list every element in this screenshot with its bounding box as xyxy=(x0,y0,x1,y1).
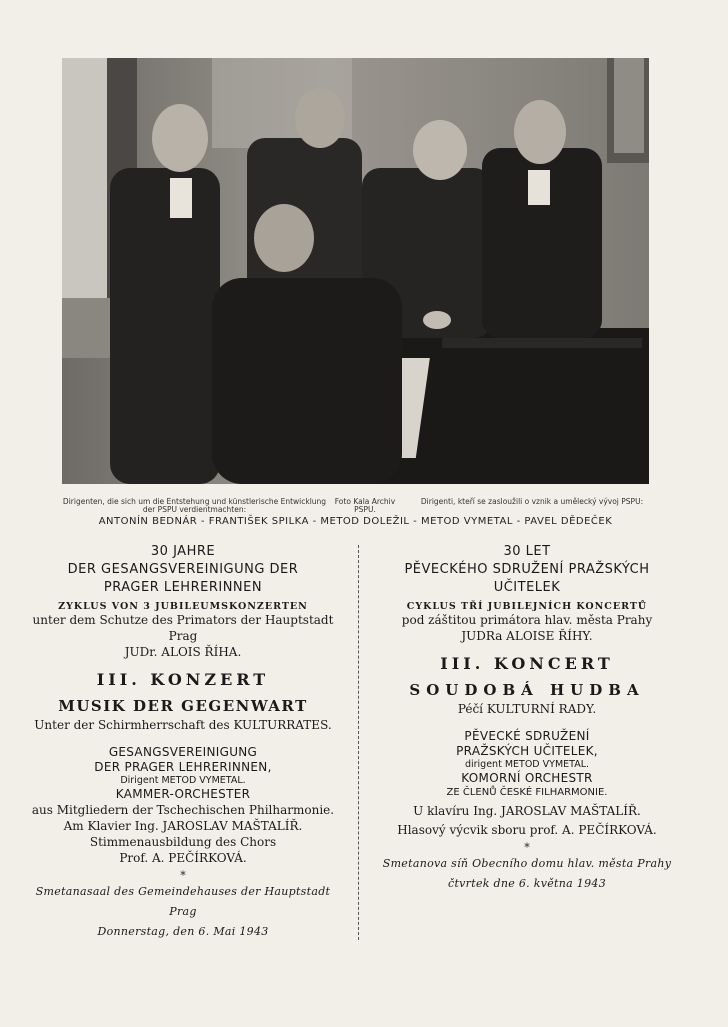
czech-concert-number: III. KONCERT xyxy=(440,654,614,673)
german-cycle: ZYKLUS VON 3 JUBILEUMSKONZERTEN xyxy=(58,601,308,612)
czech-society-line2: UČITELEK xyxy=(493,580,561,595)
german-venue: Smetanasaal des Gemeindehauses der Hauptstadt Prag xyxy=(35,885,331,918)
german-orchestra: KAMMER-ORCHESTER xyxy=(115,787,251,801)
german-auspices: Unter der Schirmherrschaft des KULTURRATES. xyxy=(34,718,332,732)
column-divider xyxy=(358,545,359,940)
czech-choir-line1: PĚVECKÉ SDRUŽENÍ xyxy=(464,729,590,743)
czech-cycle: CYKLUS TŘÍ JUBILEJNÍCH KONCERTŮ xyxy=(406,601,648,612)
german-anniversary: 30 JAHRE xyxy=(150,544,216,559)
czech-orchestra: KOMORNÍ ORCHESTR xyxy=(461,771,593,785)
czech-patron-line1: pod záštitou primátora hlav. města Prahy xyxy=(401,613,653,627)
czech-column xyxy=(372,543,682,894)
czech-orchestra-note: ZE ČLENŮ ČESKÉ FILHARMONIE. xyxy=(446,787,608,798)
german-society-line2: PRAGER LEHRERINNEN xyxy=(103,580,263,595)
czech-conductor: dirigent METOD VYMETAL. xyxy=(464,759,590,770)
czech-venue: Smetanova síň Obecního domu hlav. města Prahy xyxy=(382,857,672,870)
czech-anniversary: 30 LET xyxy=(503,544,551,559)
czech-asterisk: * xyxy=(524,841,530,854)
czech-piano: U klavíru Ing. JAROSLAV MAŠTALÍŘ. xyxy=(413,804,641,818)
photo-illustration xyxy=(62,58,649,484)
czech-choir-line2: PRAŽSKÝCH UČITELEK, xyxy=(456,744,598,758)
czech-auspices: Péčí KULTURNÍ RADY. xyxy=(457,702,597,716)
german-patron-line2: JUDr. ALOIS ŘÍHA. xyxy=(124,645,242,659)
conductors-photo xyxy=(62,58,649,484)
caption-photo-credit: Foto Kala Archiv PSPU. xyxy=(334,497,396,514)
caption-german: Dirigenten, die sich um die Entstehung und künstlerische Entwicklung der PSPU verdientmachten: xyxy=(62,497,327,514)
german-column xyxy=(28,543,338,942)
german-society-line1: DER GESANGSVEREINIGUNG DER xyxy=(67,562,299,577)
german-date: Donnerstag, den 6. Mai 1943 xyxy=(97,925,269,938)
german-piano: Am Klavier Ing. JAROSLAV MAŠTALÍŘ. xyxy=(63,819,303,833)
german-concert-title: MUSIK DER GEGENWART xyxy=(58,697,308,715)
czech-patron-line2: JUDRa ALOISE ŘÍHY. xyxy=(461,629,593,643)
czech-voice: Hlasový výcvik sboru prof. A. PEČÍRKOVÁ. xyxy=(397,823,657,837)
czech-concert-title: SOUDOBÁ HUDBA xyxy=(409,681,645,699)
conductor-names: ANTONÍN BEDNÁR - FRANTIŠEK SPILKA - METOD DOLEŽIL - METOD VYMETAL - PAVEL DĚDEČEK xyxy=(98,516,613,527)
czech-date: čtvrtek dne 6. května 1943 xyxy=(447,877,606,890)
german-concert-number: III. KONZERT xyxy=(96,670,270,689)
german-choir-line2: DER PRAGER LEHRERINNEN, xyxy=(94,760,272,774)
german-voice-line2: Prof. A. PEČÍRKOVÁ. xyxy=(119,851,247,865)
czech-society-line1: PĚVECKÉHO SDRUŽENÍ PRAŽSKÝCH xyxy=(404,562,650,577)
german-conductor: Dirigent METOD VYMETAL. xyxy=(120,775,246,786)
german-patron-line1: unter dem Schutze des Primators der Hauptstadt Prag xyxy=(32,613,334,643)
german-asterisk: * xyxy=(180,869,186,882)
german-voice-line1: Stimmenausbildung des Chors xyxy=(89,835,277,849)
german-orchestra-note: aus Mitgliedern der Tschechischen Philharmonie. xyxy=(31,803,335,817)
caption-czech: Dirigenti, kteří se zasloužili o vznik a umělecký vývoj PSPU: xyxy=(420,497,644,506)
german-choir-line1: GESANGSVEREINIGUNG xyxy=(108,745,258,759)
